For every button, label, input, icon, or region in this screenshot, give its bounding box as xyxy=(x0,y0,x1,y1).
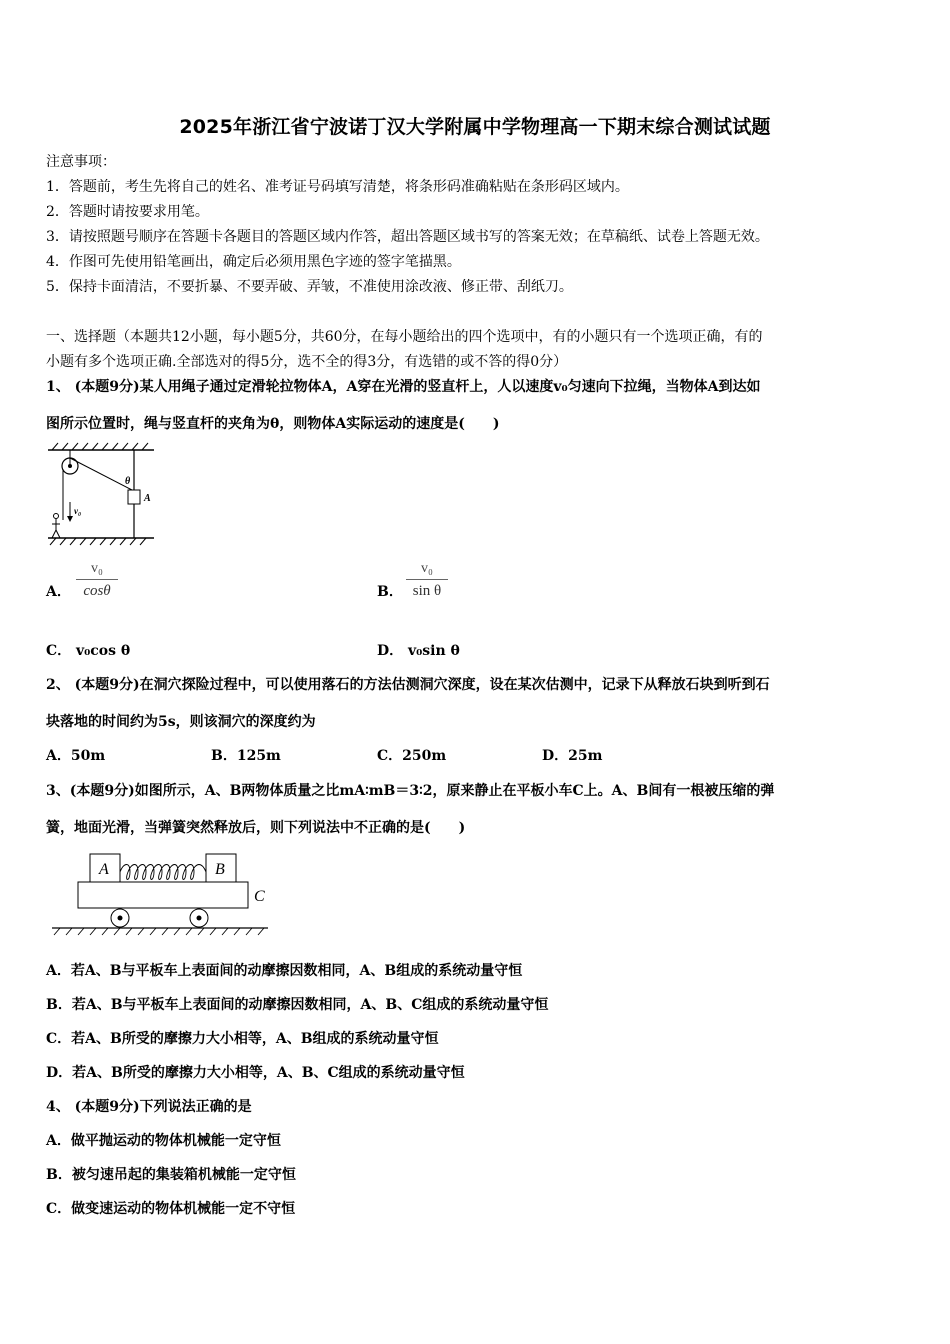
notice-item: 5．保持卡面清洁，不要折暴、不要弄破、弄皱，不准使用涂改液、修正带、刮纸刀。 xyxy=(46,279,573,295)
section-instructions-line2: 小题有多个选项正确.全部选对的得5分，选不全的得3分，有选错的或不答的得0分） xyxy=(46,354,568,370)
q1-option-d: D． v₀sin θ xyxy=(377,643,460,659)
section-instructions-line1: 一、选择题（本题共12小题，每小题5分，共60分，在每小题给出的四个选项中，有的小题只有一个选项正确，有的 xyxy=(46,329,763,345)
notice-heading: 注意事项： xyxy=(46,154,116,170)
notice-item: 1．答题前，考生先将自己的姓名、准考证号码填写清楚，将条形码准确粘贴在条形码区域内。 xyxy=(46,179,629,195)
q1-theta-label: θ xyxy=(125,476,131,487)
q2-option-a: A．50m xyxy=(46,748,106,764)
q1-option-a-numerator: v₀ xyxy=(91,561,103,576)
page-title: 2025年浙江省宁波诺丁汉大学附属中学物理高一下期末综合测试试题 xyxy=(179,116,771,138)
notice-item: 3．请按照题号顺序在答题卡各题目的答题区域内作答，超出答题区域书写的答案无效；在草稿纸、试卷上答题无效。 xyxy=(46,229,769,245)
q3-block-a-label: A xyxy=(99,861,109,878)
q2-option-b: B．125m xyxy=(211,748,281,764)
q2-option-d: D．25m xyxy=(542,748,603,764)
q3-cart-c-label: C xyxy=(254,888,265,905)
q2-stem-line1: 2、 (本题9分)在洞穴探险过程中，可以使用落石的方法估测洞穴深度，设在某次估测中，记录下从释放石块到听到石 xyxy=(46,677,770,693)
q4-stem: 4、 (本题9分)下列说法正确的是 xyxy=(46,1099,252,1115)
q1-option-a-denominator: cosθ xyxy=(83,583,111,599)
q3-cart-figure xyxy=(48,848,273,938)
q1-block-label: A xyxy=(144,493,151,504)
q4-option-b: B．被匀速吊起的集装箱机械能一定守恒 xyxy=(46,1167,296,1183)
q1-stem-line2: 图所示位置时，绳与竖直杆的夹角为θ，则物体A实际运动的速度是( ) xyxy=(46,416,500,432)
q3-block-b-label: B xyxy=(215,861,225,878)
q3-option-b: B．若A、B与平板车上表面间的动摩擦因数相同，A、B、C组成的系统动量守恒 xyxy=(46,997,549,1013)
notice-item: 4．作图可先使用铅笔画出，确定后必须用黑色字迹的签字笔描黑。 xyxy=(46,254,461,270)
q3-option-c: C．若A、B所受的摩擦力大小相等，A、B组成的系统动量守恒 xyxy=(46,1031,439,1047)
q3-option-a: A．若A、B与平板车上表面间的动摩擦因数相同，A、B组成的系统动量守恒 xyxy=(46,963,523,979)
q3-stem-line2: 簧，地面光滑，当弹簧突然释放后，则下列说法中不正确的是( ) xyxy=(46,820,466,836)
q1-stem-line1: 1、 (本题9分)某人用绳子通过定滑轮拉物体A，A穿在光滑的竖直杆上，人以速度v₀匀速向下拉绳，当物体A到达如 xyxy=(46,379,761,395)
q3-option-d: D．若A、B所受的摩擦力大小相等，A、B、C组成的系统动量守恒 xyxy=(46,1065,465,1081)
q2-option-c: C．250m xyxy=(377,748,447,764)
q1-option-b-fraction xyxy=(406,561,448,600)
q4-option-a: A．做平抛运动的物体机械能一定守恒 xyxy=(46,1133,281,1149)
q1-velocity-label: v₀ xyxy=(74,506,82,516)
q4-option-c: C．做变速运动的物体机械能一定不守恒 xyxy=(46,1201,296,1217)
q2-stem-line2: 块落地的时间约为5s，则该洞穴的深度约为 xyxy=(46,714,316,730)
q1-option-b-denominator: sin θ xyxy=(412,583,442,599)
q1-option-c: C． v₀cos θ xyxy=(46,643,131,659)
q1-option-a-label: A． xyxy=(46,584,71,600)
q1-option-b-numerator: v₀ xyxy=(421,561,433,576)
q1-pulley-figure xyxy=(46,442,158,548)
q1-option-b-label: B． xyxy=(377,584,403,600)
q3-stem-line1: 3、(本题9分)如图所示，A、B两物体质量之比mA∶mB＝3∶2，原来静止在平板小车C上。A、B间有一根被压缩的弹 xyxy=(46,783,775,799)
notice-item: 2．答题时请按要求用笔。 xyxy=(46,204,209,220)
q1-option-a-fraction xyxy=(76,561,118,600)
